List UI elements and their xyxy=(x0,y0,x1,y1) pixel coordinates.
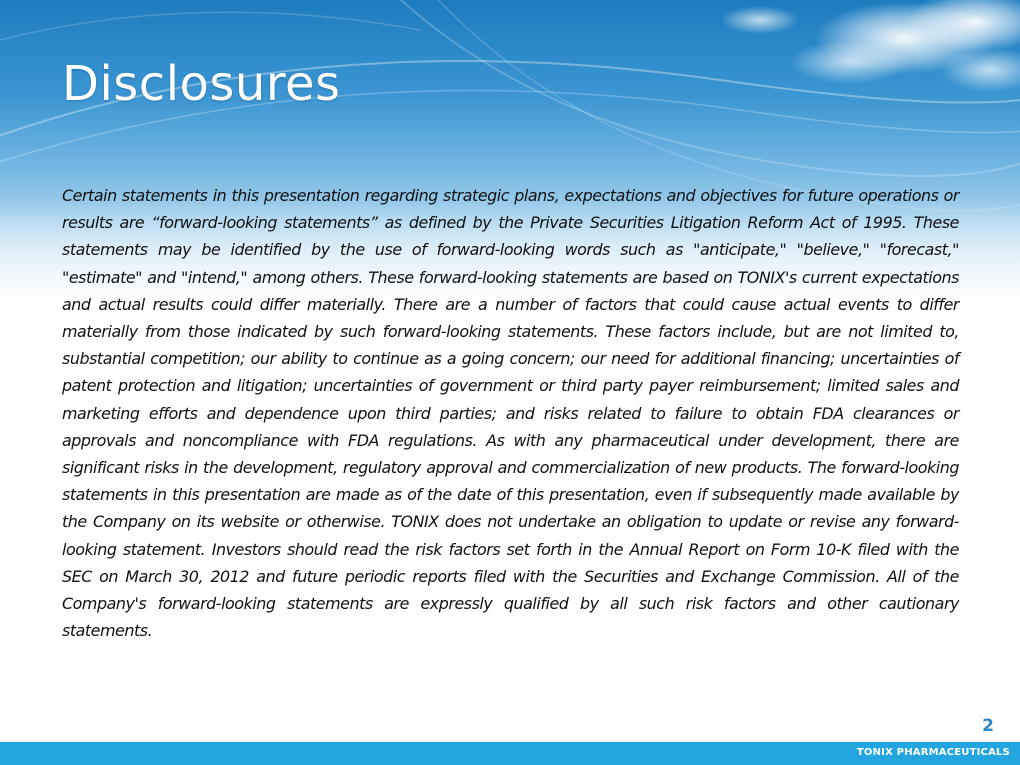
footer-brand-label: TONIX PHARMACEUTICALS xyxy=(856,747,1010,758)
disclosure-paragraph: Certain statements in this presentation regarding strategic plans, expectations and objectives for future operations or results are “forward-looking statements” as defined by the Private Securities Litigation Reform Act of 1995. These statements may be identified by the use of forward-looking words such as "anticipate," "believe," "forecast," "estimate" and "intend," among others. These forward-looking statements are based on TONIX's current expectations and actual results could differ materially. There are a number of factors that could cause actual events to differ materially from those indicated by such forward-looking statements. These factors include, but are not limited to, substantial competition; our ability to continue as a going concern; our need for additional financing; uncertainties of patent protection and litigation; uncertainties of government or third party payer reimbursement; limited sales and marketing efforts and dependence upon third parties; and risks related to failure to obtain FDA clearances or approvals and noncompliance with FDA regulations. As with any pharmaceutical under development, there are significant risks in the development, regulatory approval and commercialization of new products. The forward-looking statements in this presentation are made as of the date of this presentation, even if subsequently made available by the Company on its website or otherwise. TONIX does not undertake an obligation to update or revise any forward-looking statement. Investors should read the risk factors set forth in the Annual Report on Form 10-K filed with the SEC on March 30, 2012 and future periodic reports filed with the Securities and Exchange Commission. All of the Company's forward-looking statements are expressly qualified by all such risk factors and other cautionary statements. xyxy=(62,186,959,641)
footer-bar xyxy=(0,742,1020,765)
page-number: 2 xyxy=(982,716,994,736)
slide-title: Disclosures xyxy=(62,56,341,112)
